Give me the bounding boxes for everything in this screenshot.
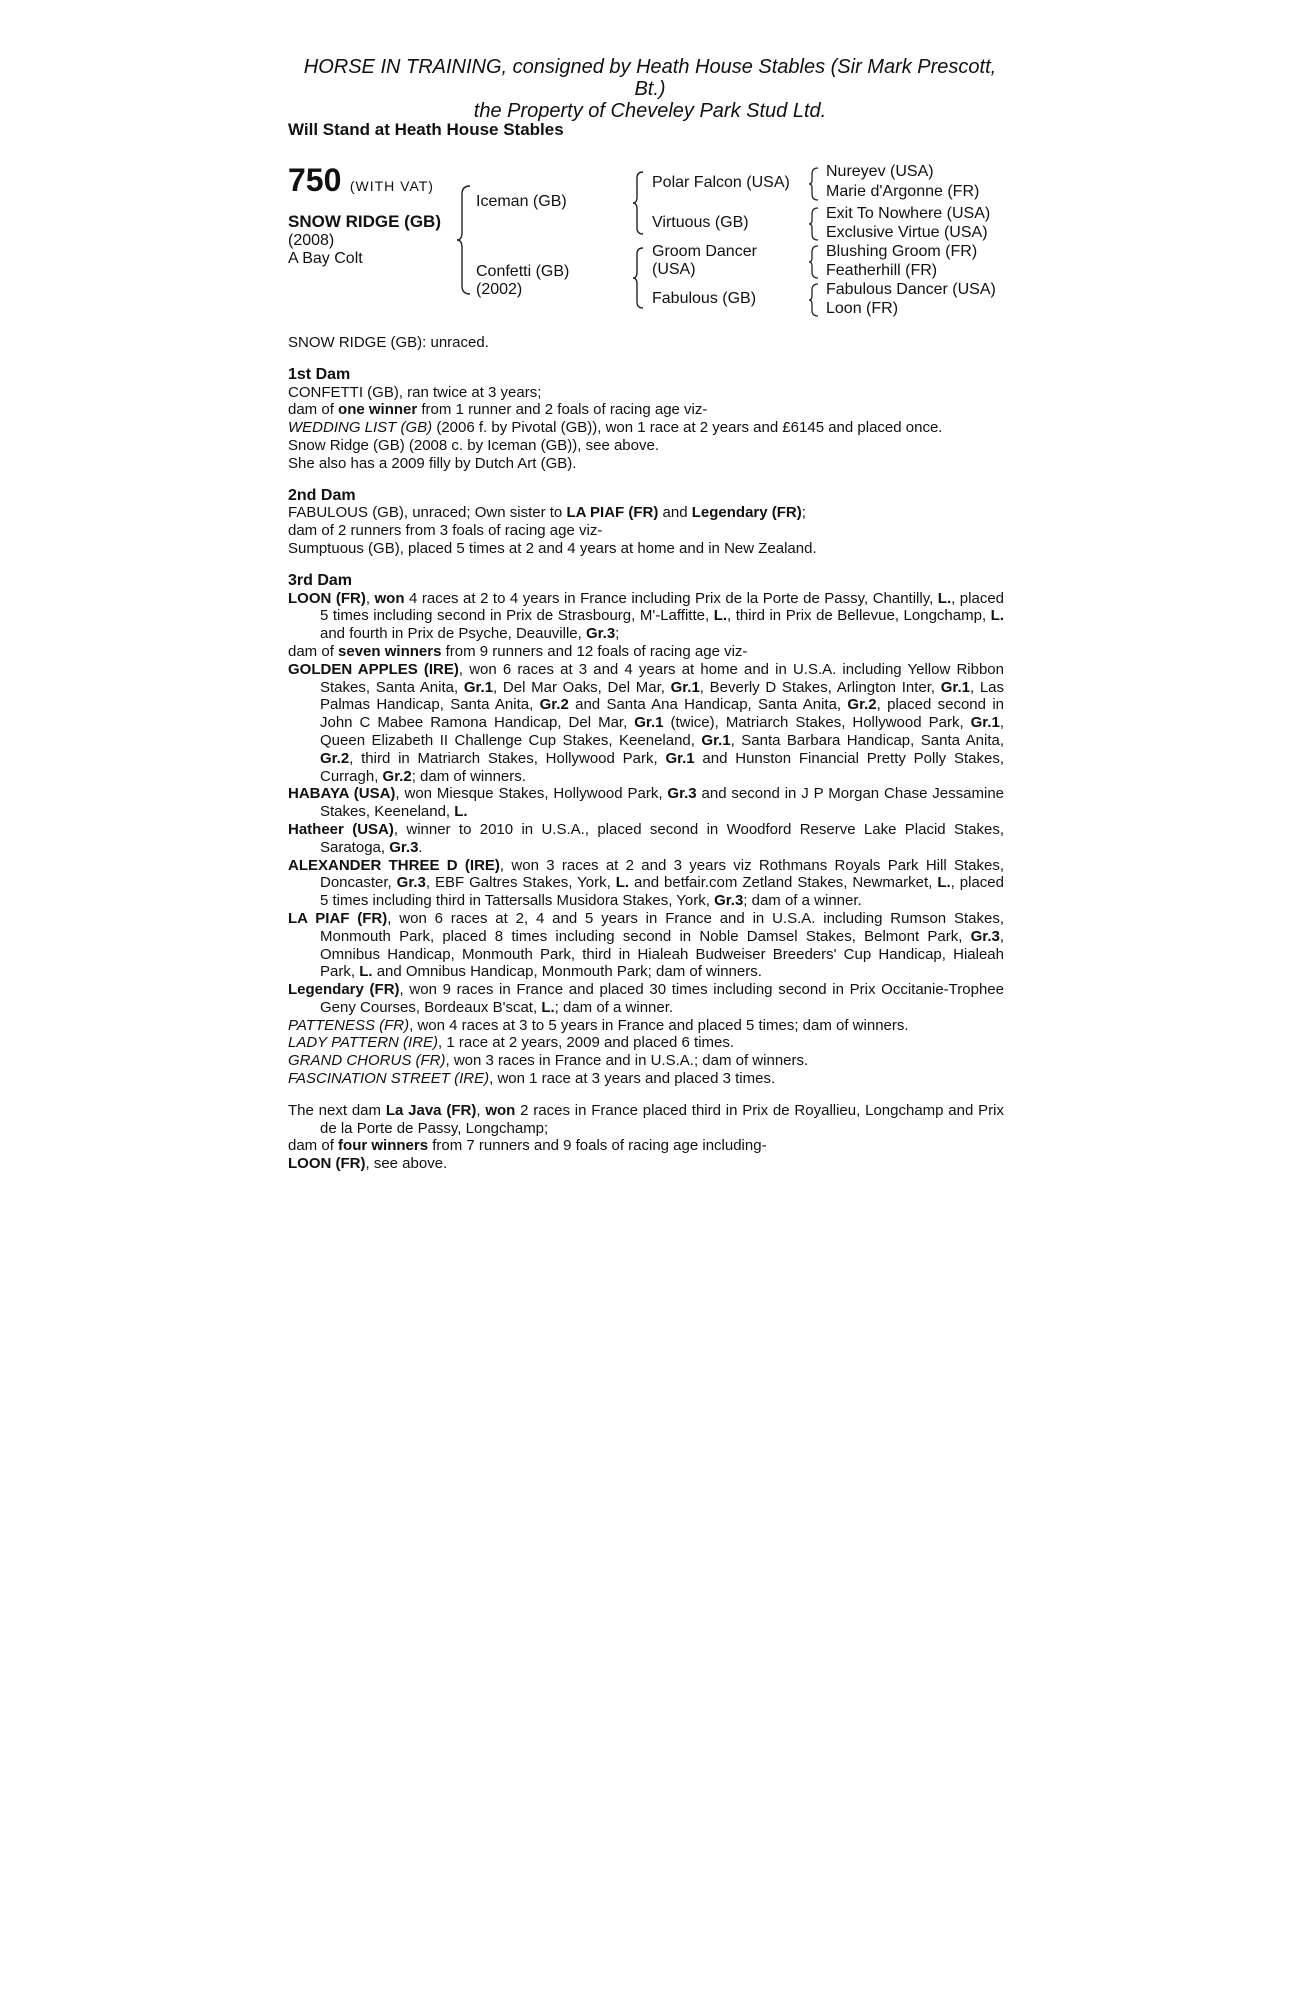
pedigree-g4: Exclusive Virtue (USA) bbox=[826, 224, 988, 241]
next-dam-produce-1: LOON (FR), see above. bbox=[288, 1155, 448, 1173]
first-dam-heading: 1st Dam bbox=[288, 365, 351, 383]
pedigree-brace-g56 bbox=[808, 244, 820, 280]
pedigree-g2: Marie d'Argonne (FR) bbox=[826, 183, 980, 200]
pedigree-dam-year: (2002) bbox=[476, 281, 523, 298]
pedigree-g6: Featherhill (FR) bbox=[826, 262, 938, 279]
horse-year: (2008) bbox=[288, 232, 335, 249]
hatheer: Hatheer (USA), winner to 2010 in U.S.A., placed second in Woodford Reserve Lake Placid Stakes, Saratoga, Gr.3. bbox=[288, 820, 1004, 856]
third-dam-line-2: dam of seven winners from 9 runners and 12 foals of racing age viz- bbox=[288, 642, 748, 660]
third-dam-heading: 3rd Dam bbox=[288, 571, 353, 589]
second-dam-heading: 2nd Dam bbox=[288, 486, 356, 504]
legendary: Legendary (FR), won 9 races in France and placed 30 times including second in Prix Occitanie-Trophee Geny Courses, Bordeaux B'scat, L.; dam of a winner. bbox=[288, 981, 1004, 1016]
second-dam-line-2: dam of 2 runners from 3 foals of racing age viz- bbox=[288, 522, 603, 540]
pedigree-g8: Loon (FR) bbox=[826, 300, 899, 317]
pedigree-g3: Exit To Nowhere (USA) bbox=[826, 205, 991, 222]
pedigree-sire-dam: Virtuous (GB) bbox=[652, 214, 749, 231]
will-stand-line: Will Stand at Heath House Stables bbox=[288, 120, 564, 139]
lot-vat-label: (WITH VAT) bbox=[349, 178, 434, 194]
header-line-2: Bt.) bbox=[634, 78, 666, 100]
pedigree-brace-g12 bbox=[808, 166, 820, 202]
pedigree-g5: Blushing Groom (FR) bbox=[826, 243, 978, 260]
first-dam-produce-1: WEDDING LIST (GB) (2006 f. by Pivotal (GB)), won 1 race at 2 years and £6145 and placed once. bbox=[288, 419, 943, 437]
pedigree-brace-sire bbox=[632, 170, 646, 236]
first-dam-line-1: CONFETTI (GB), ran twice at 3 years; bbox=[288, 383, 542, 401]
pedigree-sire-sire: Polar Falcon (USA) bbox=[652, 174, 790, 191]
habaya: HABAYA (USA), won Miesque Stakes, Hollywood Park, Gr.3 and second in J P Morgan Chase Jessamine Stakes, Keeneland, L. bbox=[288, 785, 1005, 821]
horse-description: A Bay Colt bbox=[288, 250, 363, 267]
lot-number-value: 750 bbox=[288, 162, 342, 198]
la-piaf: LA PIAF (FR), won 6 races at 2, 4 and 5 years in France and in U.S.A. including Rumson Stakes, Monmouth Park, placed 8 times including second in Noble Damsel Stakes, Belmont Park, Gr.3, Omnibus Handicap, Monmouth Park, third in Hialeah Budweiser Breeders' Cup Handicap, Hialeah Park, L. and Omnibus Handicap, Monmouth Park; dam of winners. bbox=[288, 909, 1004, 981]
first-dam-line-3: She also has a 2009 filly by Dutch Art (GB). bbox=[288, 454, 577, 472]
fascination-street: FASCINATION STREET (IRE), won 1 race at 3 years and placed 3 times. bbox=[288, 1070, 776, 1088]
horse-name: SNOW RIDGE (GB) bbox=[288, 212, 441, 231]
pedigree-brace-g78 bbox=[808, 282, 820, 318]
pedigree-g1: Nureyev (USA) bbox=[826, 163, 934, 180]
pedigree-brace-g34 bbox=[808, 206, 820, 242]
second-dam-produce-1: Sumptuous (GB), placed 5 times at 2 and 4 years at home and in New Zealand. bbox=[288, 539, 817, 557]
pedigree-dam-sire-a: Groom Dancer bbox=[652, 243, 757, 260]
pedigree-sire: Iceman (GB) bbox=[476, 193, 567, 210]
grand-chorus: GRAND CHORUS (FR), won 3 races in France and in U.S.A.; dam of winners. bbox=[288, 1052, 809, 1070]
pedigree-g7: Fabulous Dancer (USA) bbox=[826, 281, 996, 298]
pedigree-dam: Confetti (GB) bbox=[476, 263, 570, 280]
lot-number bbox=[288, 162, 434, 199]
pedigree-brace-main bbox=[456, 184, 474, 296]
second-dam-line-1: FABULOUS (GB), unraced; Own sister to LA PIAF (FR) and Legendary (FR); bbox=[288, 504, 806, 522]
pedigree-dam-dam: Fabulous (GB) bbox=[652, 290, 757, 307]
first-dam-produce-2: Snow Ridge (GB) (2008 c. by Iceman (GB)), see above. bbox=[288, 436, 659, 454]
patteness: PATTENESS (FR), won 4 races at 3 to 5 years in France and placed 5 times; dam of winners. bbox=[288, 1016, 909, 1034]
catalogue-body bbox=[288, 334, 1004, 1173]
first-dam-line-2: dam of one winner from 1 runner and 2 foals of racing age viz- bbox=[288, 401, 708, 419]
next-dam-line-2: dam of four winners from 7 runners and 9 foals of racing age including- bbox=[288, 1137, 767, 1155]
pedigree-brace-dam bbox=[632, 246, 646, 310]
next-dam-line-1: The next dam La Java (FR), won 2 races in France placed third in Prix de Royallieu, Longchamp and Prix de la Porte de Passy, Longchamp; bbox=[288, 1101, 1004, 1137]
third-dam-line-1: LOON (FR), won 4 races at 2 to 4 years in France including Prix de la Porte de Passy, Chantilly, L., placed 5 times including second in Prix de Strasbourg, M'-Laffitte, L., third in Prix de Bellevue, Longchamp, L. and fourth in Prix de Psyche, Deauville, Gr.3; bbox=[288, 589, 1004, 643]
alexander-three-d: ALEXANDER THREE D (IRE), won 3 races at 2 and 3 years viz Rothmans Royals Park Hill Stakes, Doncaster, Gr.3, EBF Galtres Stakes, York, L. and betfair.com Zetland Stakes, Newmarket, L., placed 5 times including third in Tattersalls Musidora Stakes, York, Gr.3; dam of a winner. bbox=[288, 856, 1004, 910]
golden-apples: GOLDEN APPLES (IRE), won 6 races at 3 and 4 years at home and in U.S.A. including Yellow Ribbon Stakes, Santa Anita, Gr.1, Del Mar Oaks, Del Mar, Gr.1, Beverly D Stakes, Arlington Inter, Gr.1, Las Palmas Handicap, Santa Anita, Gr.2 and Santa Ana Handicap, Santa Anita, Gr.2, placed second in John C Mabee Ramona Handicap, Del Mar, Gr.1 (twice), Matriarch Stakes, Hollywood Park, Gr.1, Queen Elizabeth II Challenge Cup Stakes, Keeneland, Gr.1, Santa Barbara Handicap, Santa Anita, Gr.2, third in Matriarch Stakes, Hollywood Park, Gr.1 and Hunston Financial Pretty Polly Stakes, Curragh, Gr.2; dam of winners. bbox=[288, 660, 1005, 785]
unraced-line: SNOW RIDGE (GB): unraced. bbox=[288, 334, 489, 351]
header-line-1: HORSE IN TRAINING, consigned by Heath House Stables (Sir Mark Prescott, bbox=[303, 56, 997, 78]
pedigree-dam-sire-b: (USA) bbox=[652, 261, 696, 278]
header-line-3: the Property of Cheveley Park Stud Ltd. bbox=[473, 100, 827, 122]
lady-pattern: LADY PATTERN (IRE), 1 race at 2 years, 2009 and placed 6 times. bbox=[288, 1034, 735, 1052]
